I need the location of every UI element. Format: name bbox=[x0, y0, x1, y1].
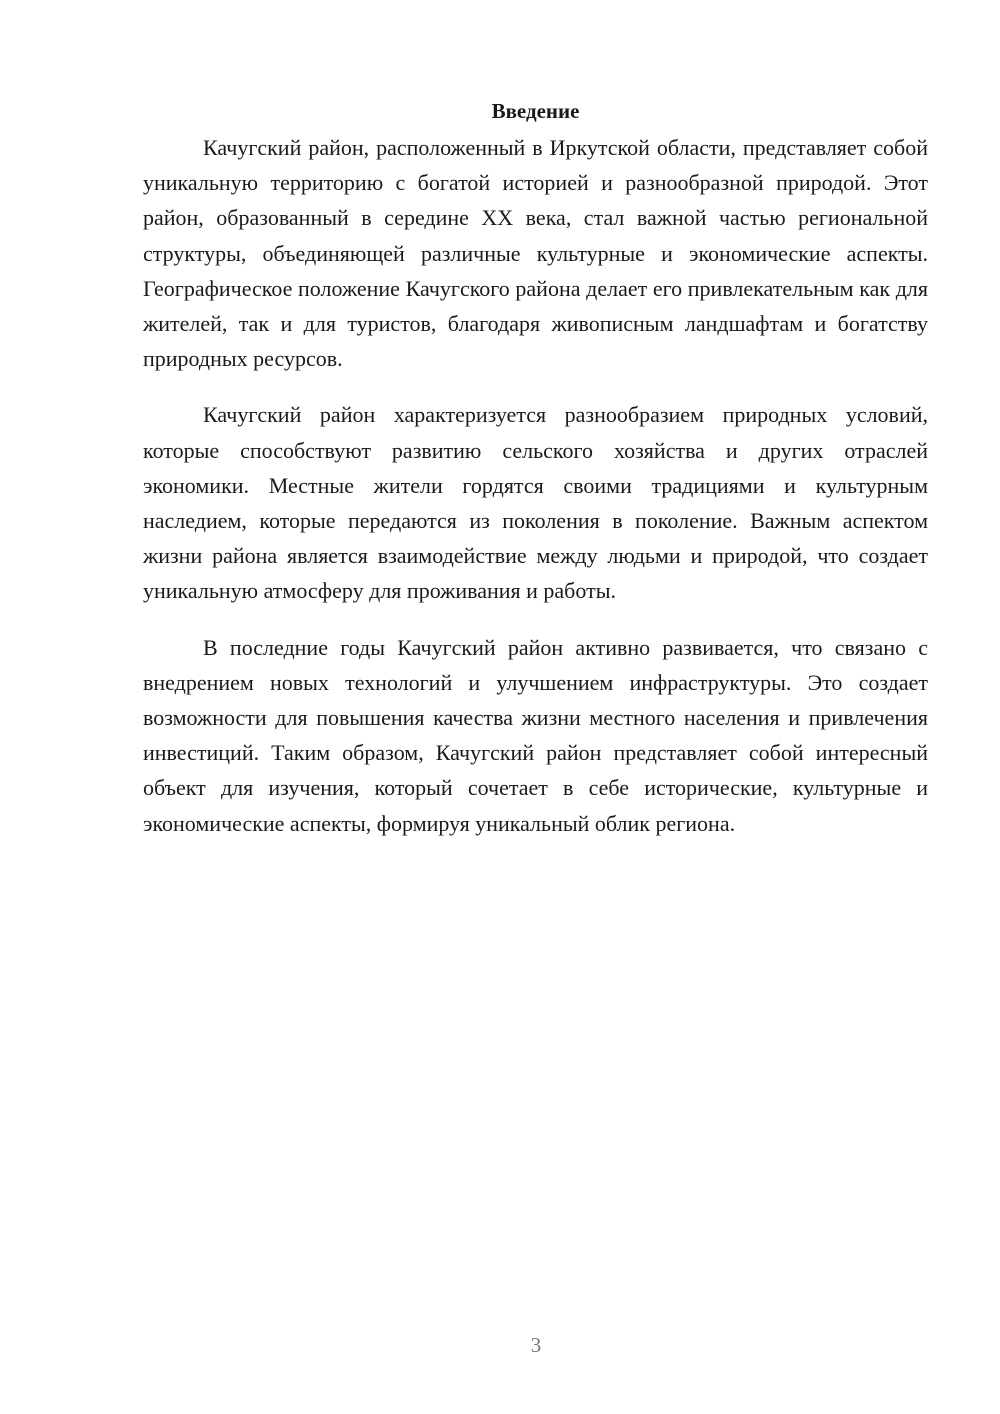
paragraph-2: Качугский район характеризуется разнообразием природных условий, которые способствуют развитию сельского хозяйства и других отраслей экономики. Местные жители гордятся своими традициями и культурным наследием, которые передаются из поколения в поколение. Важным аспектом жизни района является взаимодействие между людьми и природой, что создает уникальную атмосферу для проживания и работы. bbox=[143, 402, 928, 604]
paragraph-3: В последние годы Качугский район активно развивается, что связано с внедрением новых технологий и улучшением инфраструктуры. Это создает возможности для повышения качества жизни местного населения и привлечения инвестиций. Таким образом, Качугский район представляет собой интересный объект для изучения, который сочетает в себе исторические, культурные и экономические аспекты, формируя уникальный облик региона. bbox=[143, 634, 928, 836]
section-title: Введение bbox=[491, 99, 580, 123]
page-content bbox=[143, 96, 928, 862]
paragraph-1: Качугский район, расположенный в Иркутской области, представляет собой уникальную территорию с богатой историей и разнообразной природой. Этот район, образованный в середине XX века, стал важной частью региональной структуры, объединяющей различные культурные и экономические аспекты. Географическое положение Качугского района делает его привлекательным как для жителей, так и для туристов, благодаря живописным ландшафтам и богатству природных ресурсов. bbox=[143, 135, 928, 372]
page-number: 3 bbox=[530, 1333, 542, 1357]
